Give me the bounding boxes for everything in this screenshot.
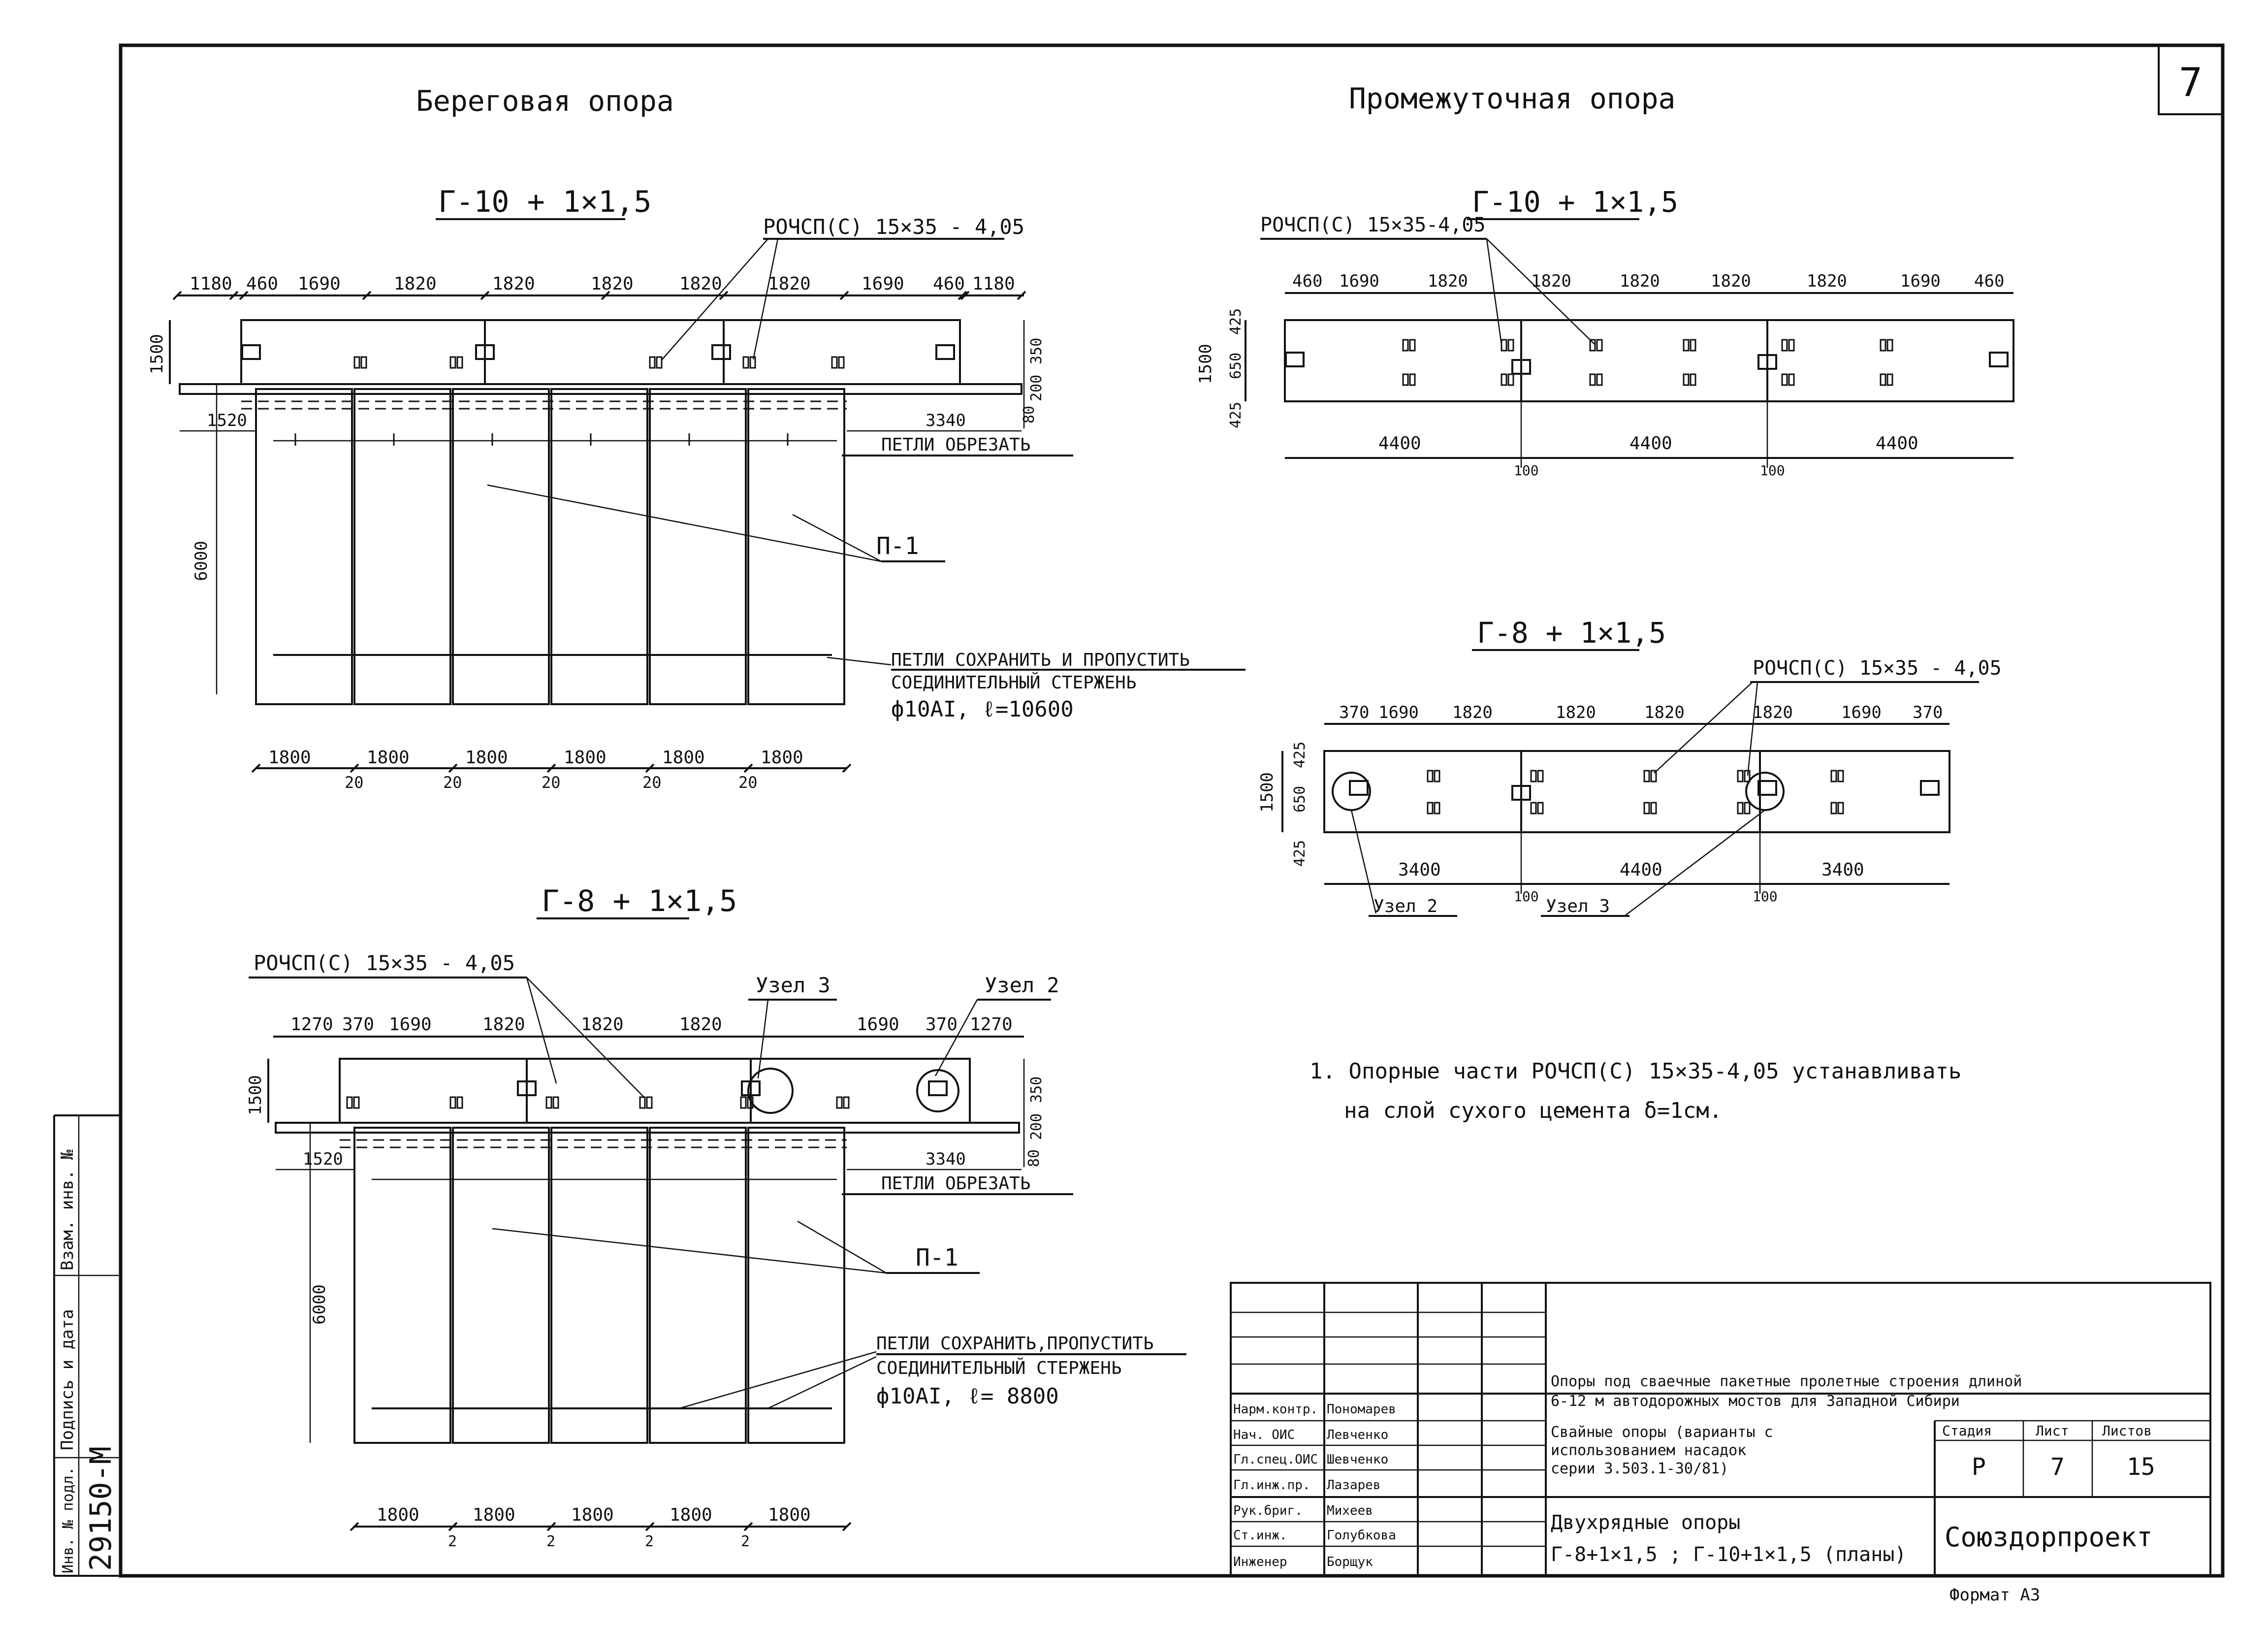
bearing-pad	[1435, 771, 1439, 782]
svg-text:Г-8 + 1×1,5: Г-8 + 1×1,5	[1477, 616, 1666, 650]
svg-text:Гл.спец.ОИС: Гл.спец.ОИС	[1233, 1452, 1318, 1467]
svg-text:100: 100	[1760, 462, 1785, 479]
svg-text:460: 460	[246, 274, 279, 294]
svg-text:1800: 1800	[571, 1505, 614, 1525]
bearing-label: РОЧСП(С) 15×35 - 4,05	[763, 215, 1025, 239]
pile	[650, 389, 746, 704]
pile	[354, 1128, 450, 1443]
joint-plate	[936, 345, 954, 359]
svg-text:ПЕТЛИ СОХРАНИТЬ И ПРОПУСТИТЬ: ПЕТЛИ СОХРАНИТЬ И ПРОПУСТИТЬ	[891, 650, 1190, 670]
bearing-pad	[1403, 374, 1408, 385]
bearing-pad	[1403, 340, 1408, 351]
svg-text:ф10АI, ℓ=10600: ф10АI, ℓ=10600	[891, 697, 1074, 722]
bearing-pad	[1410, 374, 1415, 385]
svg-text:6-12 м автодорожных мостов для: 6-12 м автодорожных мостов для Западной Сибири	[1551, 1393, 1960, 1410]
plan-intermediate-g8	[1257, 616, 2002, 916]
bearing-pad	[839, 357, 844, 368]
bearing-pad	[1428, 771, 1433, 782]
svg-text:ф10АI, ℓ= 8800: ф10АI, ℓ= 8800	[876, 1384, 1059, 1409]
svg-text:15: 15	[2127, 1453, 2155, 1481]
title-block	[1231, 1283, 2210, 1576]
joint-plate	[1286, 353, 1304, 366]
svg-text:1820: 1820	[768, 274, 811, 294]
svg-text:Лист: Лист	[2036, 1423, 2069, 1439]
bearing-pad	[1684, 374, 1689, 385]
svg-text:20: 20	[542, 773, 561, 792]
bearing-pad	[457, 1097, 462, 1108]
svg-text:1690: 1690	[389, 1014, 432, 1035]
node2-label: Узел 2	[985, 973, 1059, 997]
svg-text:Нарм.контр.: Нарм.контр.	[1233, 1402, 1318, 1417]
svg-text:1820: 1820	[1620, 271, 1660, 291]
svg-text:1. Опорные части РОЧСП(С) 15×3: 1. Опорные части РОЧСП(С) 15×35-4,05 устанавливать	[1310, 1059, 1962, 1084]
bearing-pad	[1651, 803, 1656, 814]
plan-shore-g10-title: Г-10 + 1×1,5	[438, 185, 652, 219]
svg-text:1820: 1820	[1428, 271, 1468, 291]
stamp-signature-date: Подпись и дата	[58, 1309, 77, 1450]
bearing-pad	[1531, 803, 1536, 814]
svg-text:425: 425	[1227, 401, 1245, 428]
svg-text:3400: 3400	[1398, 860, 1441, 880]
svg-text:Г-8+1×1,5 ; Г-10+1×1,5 (планы): Г-8+1×1,5 ; Г-10+1×1,5 (планы)	[1551, 1543, 1907, 1566]
svg-text:1690: 1690	[1841, 703, 1882, 722]
svg-text:350: 350	[1028, 1076, 1045, 1103]
svg-text:Левченко: Левченко	[1327, 1428, 1389, 1442]
svg-text:20: 20	[738, 773, 758, 792]
svg-text:370: 370	[1913, 703, 1943, 722]
bearing-pad	[1782, 340, 1787, 351]
svg-text:СОЕДИНИТЕЛЬНЫЙ СТЕРЖЕНЬ: СОЕДИНИТЕЛЬНЫЙ СТЕРЖЕНЬ	[891, 673, 1137, 693]
svg-text:20: 20	[443, 773, 462, 792]
svg-text:1820: 1820	[482, 1014, 525, 1035]
svg-text:Михеев: Михеев	[1327, 1503, 1373, 1518]
svg-text:Узел 2: Узел 2	[1374, 896, 1438, 916]
svg-text:серии 3.503.1-30/81): серии 3.503.1-30/81)	[1551, 1460, 1729, 1477]
bearing-pad	[1887, 374, 1892, 385]
svg-text:1800: 1800	[761, 748, 803, 768]
svg-text:100: 100	[1514, 462, 1539, 479]
svg-text:1820: 1820	[1711, 271, 1751, 291]
loops-cut-label: ПЕТЛИ ОБРЕЗАТЬ	[881, 435, 1031, 455]
svg-text:Голубкова: Голубкова	[1327, 1528, 1396, 1543]
bearing-pad	[1644, 803, 1649, 814]
svg-text:1800: 1800	[768, 1505, 811, 1525]
svg-text:650: 650	[1227, 352, 1245, 379]
svg-text:П-1: П-1	[916, 1244, 958, 1271]
svg-text:1800: 1800	[670, 1505, 712, 1525]
svg-text:650: 650	[1291, 785, 1309, 813]
svg-text:Свайные опоры (варианты с: Свайные опоры (варианты с	[1551, 1424, 1773, 1441]
bearing-pad	[1508, 340, 1513, 351]
svg-text:425: 425	[1227, 308, 1245, 335]
bearing-pad	[1508, 374, 1513, 385]
plan-shore-g8	[246, 884, 1186, 1550]
bearing-pad	[1691, 374, 1695, 385]
svg-text:Р: Р	[1972, 1453, 1986, 1481]
bearing-pad	[832, 357, 837, 368]
svg-text:460: 460	[1974, 271, 2005, 291]
bearing-pad	[1831, 771, 1836, 782]
joint-plate	[1350, 781, 1368, 795]
svg-text:200: 200	[1028, 374, 1045, 401]
bearing-pad	[1887, 340, 1892, 351]
svg-text:370: 370	[1339, 703, 1370, 722]
bearing-pad	[546, 1097, 551, 1108]
svg-text:РОЧСП(С) 15×35 - 4,05: РОЧСП(С) 15×35 - 4,05	[1753, 657, 2002, 680]
svg-text:1500: 1500	[246, 1075, 265, 1115]
pile	[748, 389, 844, 704]
svg-text:1500: 1500	[147, 334, 167, 374]
svg-text:370: 370	[926, 1014, 958, 1035]
svg-text:1520: 1520	[207, 411, 247, 430]
bearing-pad	[354, 1097, 359, 1108]
svg-text:4400: 4400	[1629, 433, 1672, 454]
svg-text:1690: 1690	[1339, 271, 1379, 291]
pile	[650, 1128, 746, 1443]
bearing-pad	[650, 357, 655, 368]
sheet-number: 7	[2178, 60, 2203, 105]
bearing-pad	[1684, 340, 1689, 351]
bearing-pad	[657, 357, 662, 368]
bearing-pad	[1590, 340, 1595, 351]
bearing-pad	[1538, 771, 1543, 782]
plan-intermediate-g10	[1196, 185, 2013, 479]
svg-text:1270: 1270	[290, 1014, 333, 1035]
bearing-pad	[361, 357, 366, 368]
pile	[453, 389, 549, 704]
bearing-pad	[1881, 374, 1885, 385]
svg-text:1690: 1690	[857, 1014, 899, 1035]
svg-text:1820: 1820	[1644, 703, 1685, 722]
svg-text:Гл.инж.пр.: Гл.инж.пр.	[1233, 1478, 1310, 1493]
bearing-pad	[1644, 771, 1649, 782]
svg-text:1270: 1270	[970, 1014, 1013, 1035]
svg-text:1800: 1800	[268, 748, 311, 768]
bearing-pad	[1691, 340, 1695, 351]
svg-text:1690: 1690	[298, 274, 341, 294]
svg-text:Нач. ОИС: Нач. ОИС	[1233, 1428, 1295, 1442]
svg-text:1800: 1800	[465, 748, 508, 768]
svg-text:4400: 4400	[1378, 433, 1421, 454]
bearing-pad	[450, 1097, 455, 1108]
bearing-pad	[347, 1097, 352, 1108]
svg-text:Пономарев: Пономарев	[1327, 1402, 1396, 1417]
bearing-pad	[1738, 771, 1743, 782]
svg-text:1820: 1820	[679, 1014, 722, 1035]
bearing-pad	[1531, 771, 1536, 782]
bearing-pad	[1881, 340, 1885, 351]
svg-text:Союздорпроект: Союздорпроект	[1945, 1522, 2153, 1553]
svg-text:1800: 1800	[367, 748, 410, 768]
title-shore-support: Береговая опора	[416, 84, 674, 118]
svg-text:1820: 1820	[492, 274, 535, 294]
svg-text:1820: 1820	[394, 274, 437, 294]
bearing-pad	[647, 1097, 652, 1108]
svg-text:2: 2	[645, 1533, 654, 1550]
format-label: Формат А3	[1949, 1585, 2041, 1605]
node3-label: Узел 3	[756, 973, 831, 997]
svg-text:20: 20	[345, 773, 364, 792]
bearing-pad	[844, 1097, 849, 1108]
joint-plate	[929, 1081, 947, 1095]
svg-text:1800: 1800	[564, 748, 607, 768]
svg-text:3400: 3400	[1821, 860, 1864, 880]
bearing-pad	[1410, 340, 1415, 351]
svg-text:6000: 6000	[192, 541, 211, 581]
bearing-pad	[354, 357, 359, 368]
stamp-inv-number: 29150-М	[84, 1446, 118, 1571]
svg-text:1500: 1500	[1257, 772, 1277, 813]
joint-plate	[1758, 781, 1776, 795]
svg-text:1820: 1820	[581, 1014, 624, 1035]
pile	[354, 389, 450, 704]
svg-text:Рук.бриг.: Рук.бриг.	[1233, 1503, 1303, 1518]
svg-text:Опоры под сваечные пакетные пр: Опоры под сваечные пакетные пролетные строения длиной	[1551, 1373, 2022, 1390]
svg-text:1690: 1690	[862, 274, 904, 294]
bearing-pad	[1597, 340, 1602, 351]
svg-text:460: 460	[933, 274, 965, 294]
pile	[256, 389, 352, 704]
svg-text:3340: 3340	[926, 1149, 966, 1169]
svg-text:1800: 1800	[473, 1505, 515, 1525]
svg-text:350: 350	[1028, 337, 1045, 364]
bearing-pad	[1782, 374, 1787, 385]
svg-text:Ст.инж.: Ст.инж.	[1233, 1528, 1287, 1543]
bearing-pad	[1435, 803, 1439, 814]
svg-text:Г-10 + 1×1,5: Г-10 + 1×1,5	[1472, 185, 1679, 219]
svg-text:1520: 1520	[303, 1149, 343, 1169]
svg-text:100: 100	[1753, 888, 1778, 905]
svg-text:1690: 1690	[1378, 703, 1419, 722]
general-note	[1310, 1059, 1962, 1123]
title-intermediate-support: Промежуточная опора	[1349, 82, 1676, 115]
bearing-pad	[1538, 803, 1543, 814]
plan-shore-g8-title: Г-8 + 1×1,5	[542, 884, 737, 918]
bearing-pad	[1651, 771, 1656, 782]
svg-text:4400: 4400	[1876, 433, 1918, 454]
svg-text:Узел 3: Узел 3	[1546, 896, 1610, 916]
svg-text:3340: 3340	[926, 411, 966, 430]
stamp-inv-exchange: Взам. инв. №	[58, 1149, 77, 1271]
svg-text:1820: 1820	[1452, 703, 1493, 722]
bearing-pad	[1738, 803, 1743, 814]
svg-text:Лазарев: Лазарев	[1327, 1478, 1381, 1493]
svg-text:Листов: Листов	[2102, 1423, 2152, 1439]
svg-text:1820: 1820	[679, 274, 722, 294]
bearing-pad	[1831, 803, 1836, 814]
pile	[453, 1128, 549, 1443]
bearing-pad	[837, 1097, 842, 1108]
bearing-pad	[553, 1097, 558, 1108]
svg-text:80: 80	[1025, 1149, 1043, 1167]
svg-text:1180: 1180	[190, 274, 232, 294]
bearing-pad	[741, 1097, 746, 1108]
svg-text:РОЧСП(С) 15×35-4,05: РОЧСП(С) 15×35-4,05	[1260, 214, 1486, 236]
bearing-pad	[450, 357, 455, 368]
svg-text:425: 425	[1291, 741, 1309, 768]
plan-shore-g10	[147, 185, 1246, 792]
bearing-pad	[1838, 803, 1843, 814]
bearing-pad	[743, 357, 748, 368]
bearing-pad	[1428, 803, 1433, 814]
svg-text:80: 80	[1021, 405, 1038, 424]
bearing-pad	[1501, 340, 1506, 351]
pile	[551, 1128, 647, 1443]
svg-text:1500: 1500	[1196, 344, 1215, 384]
svg-text:20: 20	[642, 773, 662, 792]
side-stamp	[54, 1115, 121, 1576]
svg-text:1820: 1820	[1556, 703, 1596, 722]
svg-text:Двухрядные опоры: Двухрядные опоры	[1551, 1511, 1741, 1534]
bearing-pad	[1789, 340, 1794, 351]
svg-text:425: 425	[1291, 840, 1309, 867]
joint-plate	[1990, 353, 2008, 366]
svg-text:460: 460	[1292, 271, 1323, 291]
pile	[551, 389, 647, 704]
pile	[748, 1128, 844, 1443]
svg-text:использованием насадок: использованием насадок	[1551, 1442, 1747, 1459]
svg-text:1800: 1800	[377, 1505, 419, 1525]
svg-text:2: 2	[546, 1533, 556, 1550]
bearing-label-2: РОЧСП(С) 15×35 - 4,05	[254, 951, 515, 975]
bearing-pad	[640, 1097, 645, 1108]
bearing-pad	[1501, 374, 1506, 385]
svg-text:1820: 1820	[591, 274, 634, 294]
svg-text:370: 370	[342, 1014, 375, 1035]
svg-text:Шевченко: Шевченко	[1327, 1452, 1389, 1467]
bearing-pad	[1590, 374, 1595, 385]
svg-text:1690: 1690	[1900, 271, 1941, 291]
svg-text:1800: 1800	[662, 748, 705, 768]
bearing-pad	[1789, 374, 1794, 385]
bearing-pad	[457, 357, 462, 368]
svg-text:Инженер: Инженер	[1233, 1555, 1287, 1569]
svg-text:Стадия: Стадия	[1942, 1423, 1992, 1439]
svg-text:на слой сухого цемента δ=1см.: на слой сухого цемента δ=1см.	[1344, 1098, 1723, 1123]
joint-plate	[712, 345, 730, 359]
svg-text:6000: 6000	[310, 1284, 329, 1325]
svg-text:1180: 1180	[972, 274, 1015, 294]
svg-text:200: 200	[1028, 1113, 1045, 1140]
bearing-pad	[750, 357, 755, 368]
svg-text:1820: 1820	[1753, 703, 1793, 722]
svg-text:ПЕТЛИ СОХРАНИТЬ,ПРОПУСТИТЬ: ПЕТЛИ СОХРАНИТЬ,ПРОПУСТИТЬ	[876, 1334, 1154, 1354]
svg-text:1820: 1820	[1531, 271, 1571, 291]
svg-text:2: 2	[741, 1533, 750, 1550]
pile-label: П-1	[876, 532, 919, 560]
bearing-pad	[1838, 771, 1843, 782]
svg-text:7: 7	[2050, 1453, 2065, 1481]
stamp-inv-original: Инв. № подл.	[60, 1466, 77, 1573]
svg-text:100: 100	[1514, 888, 1539, 905]
joint-plate	[1921, 781, 1939, 795]
bearing-pad	[1597, 374, 1602, 385]
svg-text:4400: 4400	[1620, 860, 1662, 880]
svg-text:ПЕТЛИ ОБРЕЗАТЬ: ПЕТЛИ ОБРЕЗАТЬ	[881, 1173, 1031, 1194]
svg-text:2: 2	[448, 1533, 457, 1550]
svg-text:1820: 1820	[1807, 271, 1847, 291]
joint-plate	[242, 345, 260, 359]
svg-text:Борщук: Борщук	[1327, 1555, 1373, 1569]
bearing-pad	[1745, 803, 1750, 814]
svg-text:СОЕДИНИТЕЛЬНЫЙ СТЕРЖЕНЬ: СОЕДИНИТЕЛЬНЫЙ СТЕРЖЕНЬ	[876, 1358, 1122, 1378]
